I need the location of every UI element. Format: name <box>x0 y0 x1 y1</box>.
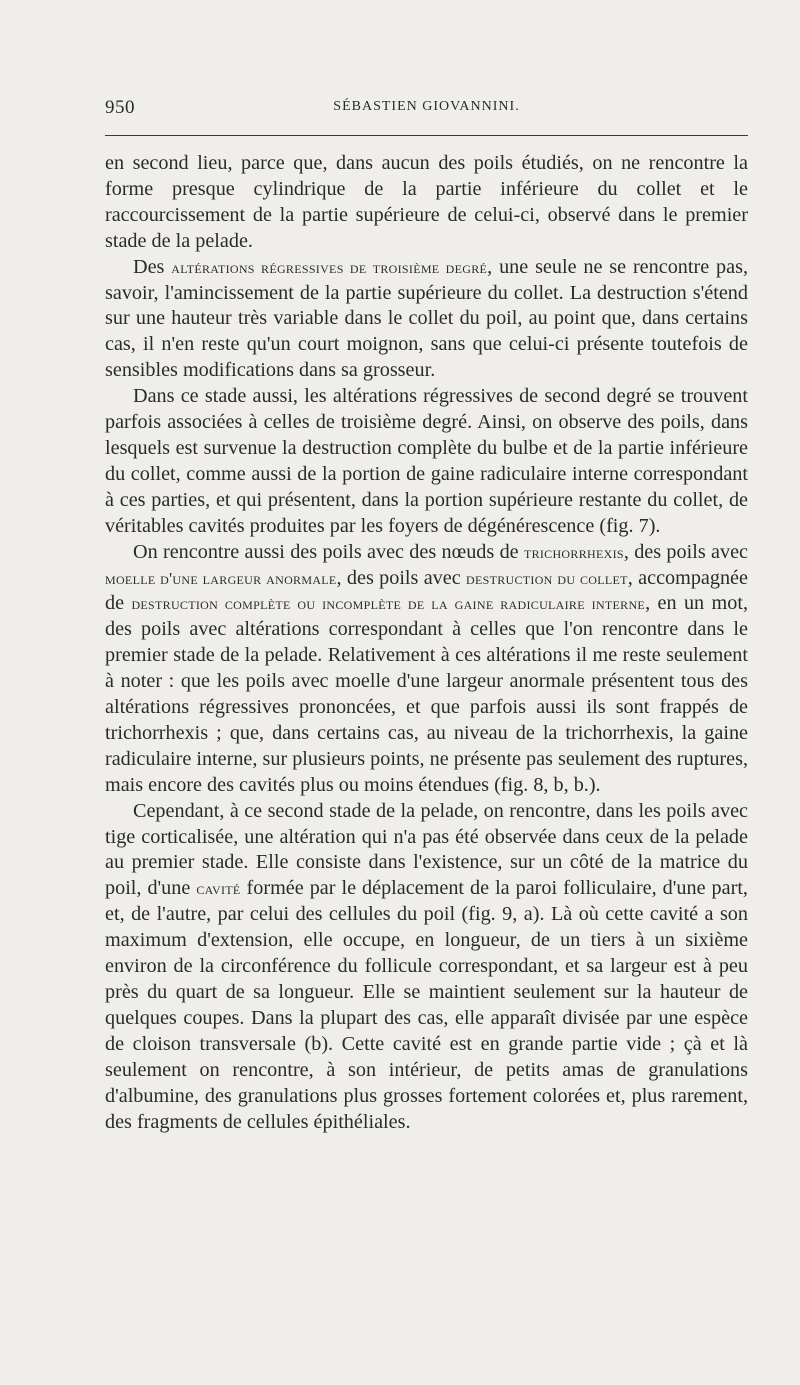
text-run: formée par le déplacement de la paroi folliculaire, d'une part, et, de l'autre, par celui des cellules du poil (fig. 9, a). Là où cette cavité a son maximum d'extension, elle occupe, en longueur, de un tiers à un sixième environ de la circonférence du follicule correspondant, et sa largeur est à peu près du quart de sa longueur. Elle se maintient seulement sur la hauteur de quelques coupes. Dans la plupart des cas, elle apparaît divisée par une espèce de cloison transversale (b). Cette cavité est en grande partie vide ; çà et là seulement on rencontre, à son intérieur, de petits amas de granulations d'albumine, des granulations plus grosses fortement colorées et, plus rarement, des fragments de cellules épithéliales. <box>105 877 748 1133</box>
paragraph <box>105 799 748 1136</box>
smallcaps-term: cavité <box>196 879 241 899</box>
text-run: Cependant, à ce second stade de la pelade, on rencontre, dans les poils avec tige corticalisée, une altération qui n'a pas été observée dans ceux de la pelade au premier stade. Elle consiste dans l'existence, sur un côté de la matrice du poil, d'une <box>105 799 748 900</box>
header-rule <box>105 135 748 136</box>
text-run: , en un mot, des poils avec altérations correspondant à celles que l'on rencontre dans le premier stade de la pelade. Relativement à ces altérations il me reste seulement à noter : que les poils avec moelle d'une largeur anormale présentent tous des altérations régressives prononcées, et que parfois aussi ils sont frappés de trichorrhexis ; que, dans certains cas, au niveau de la trichorrhexis, la gaine radiculaire interne, sur plusieurs points, ne présente pas seulement des ruptures, mais encore des cavités plus ou moins étendues (fig. 8, b, b.). <box>105 592 749 796</box>
page-number: 950 <box>105 97 135 118</box>
text-run: Dans ce stade aussi, les altérations régressives de second degré se trouvent parfois associées à celles de troisième degré. Ainsi, on observe des poils, dans lesquels est survenue la destruction complète du bulbe et de la partie inférieure du collet, comme aussi de la portion de gaine radiculaire interne correspondant à ces parties, et qui présentent, dans la portion supérieure restante du collet, de véritables cavités produites par les foyers de dégénérescence (fig. 7). <box>105 385 748 537</box>
smallcaps-term: destruction du collet <box>466 568 628 588</box>
text-run: On rencontre aussi des poils avec des nœuds de <box>133 540 524 563</box>
paragraph <box>105 384 748 539</box>
paragraph <box>105 255 748 385</box>
page-header <box>105 97 748 127</box>
text-run: Des <box>133 255 172 278</box>
paragraph <box>105 151 748 255</box>
paragraph <box>105 540 748 799</box>
smallcaps-term: moelle d'une largeur anormale <box>105 568 337 588</box>
text-run: , accompagnée de <box>105 566 748 615</box>
text-run: , des poils avec <box>336 566 467 589</box>
smallcaps-term: destruction complète ou incomplète de la gaine radiculaire interne <box>131 594 646 614</box>
text-run: en second lieu, parce que, dans aucun des poils étudiés, on ne rencontre la forme presque cylindrique de la partie inférieure du collet et le raccourcissement de la partie supérieure de celui-ci, observé dans le premier stade de la pelade. <box>105 152 748 252</box>
smallcaps-term: trichorrhexis <box>523 542 624 562</box>
body-text <box>105 151 748 1135</box>
text-run: , une seule ne se rencontre pas, savoir, l'amincissement de la partie supérieure du collet. La destruction s'étend sur une hauteur très variable dans le collet du poil, au point que, dans certains cas, il n'en reste qu'un court moignon, sans que celui-ci présente toutefois de sensibles modifications dans sa grosseur. <box>105 255 748 382</box>
text-run: , des poils avec <box>623 540 748 563</box>
smallcaps-term: altérations régressives de troisième degré <box>171 257 488 277</box>
running-head: SÉBASTIEN GIOVANNINI. <box>333 99 520 114</box>
